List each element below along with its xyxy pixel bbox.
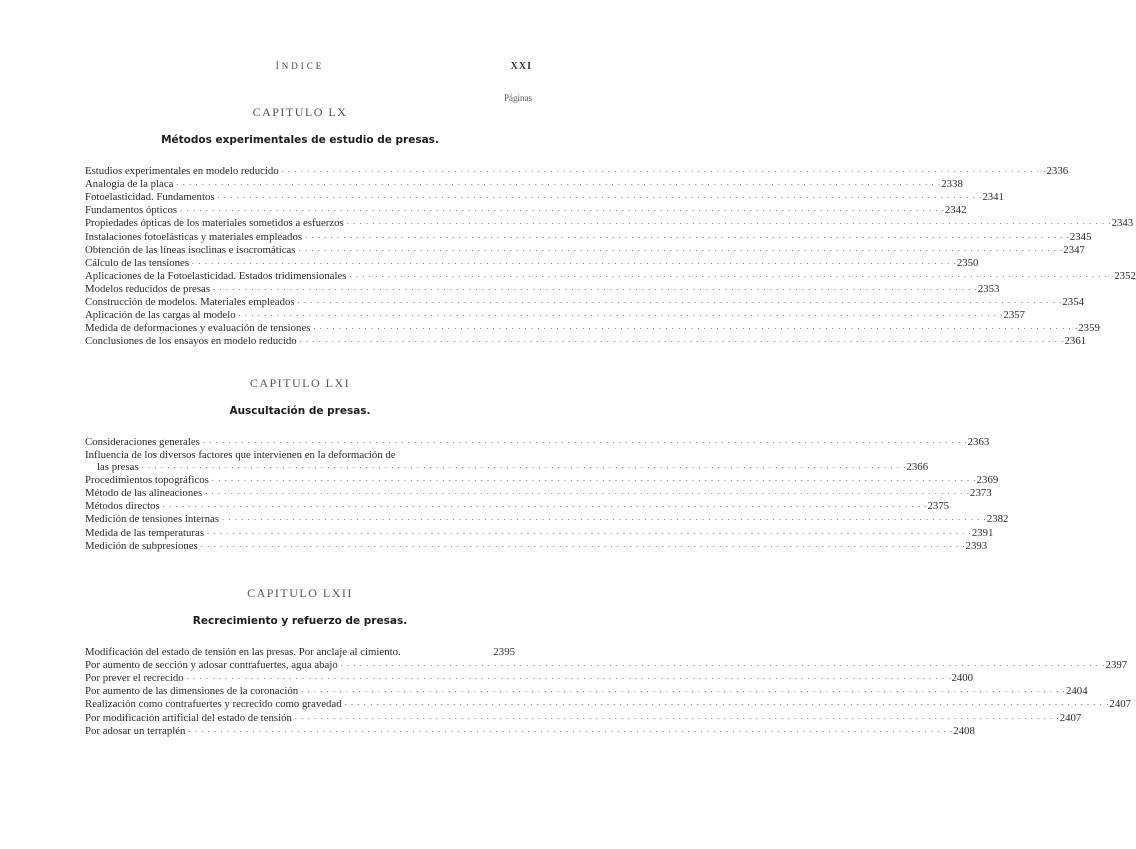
- toc-entry-label: Instalaciones fotoelásticas y materiales empleados: [85, 230, 303, 243]
- toc-list: [85, 165, 1136, 348]
- toc-entry-label: Medida de deformaciones y evaluación de tensiones: [85, 322, 311, 335]
- toc-entry-page: 2350: [956, 256, 979, 269]
- dot-leader: . . . . . . . . . . . . . . . . . . . . . . . . . . . . . . . . . . . . . . . . . . . . . . . . . . . . . . . . . . . . . . . . . . . . . . . . . . . . . . . . . . . . . . . . . . . . . . . . . . . . . . . . . . . . . . . . . . . . . . . .: [349, 269, 1115, 279]
- toc-entry-label: Por adosar un terraplén: [85, 724, 186, 737]
- chapter-lxi: [85, 375, 1009, 553]
- chapter-number: CAPITULO LXII: [247, 586, 353, 600]
- toc-entry-label: Aplicaciones de la Fotoelasticidad. Estados tridimensionales: [85, 269, 347, 282]
- toc-list: [85, 646, 1132, 738]
- toc-entry-page: 2345: [1069, 230, 1092, 243]
- dot-leader: . . . . . . . . . . . . . . . . . . . . . . . . . . . . . . . . . . . . . . . . . . . . . . . . . . . . . . . . . . . . . . . . . . . . . . . . . . . . . . . . . . . . . . . . . . . . . . . . . . . . . . . . . . . . . . . . . . . . . . . .: [238, 309, 1004, 319]
- toc-entry: [85, 449, 929, 474]
- dot-leader: . . . . . . . . . . . . . . . . . . . . . . . . . . . . . . . . . . . . . . . . . . . . . . . . . . . . . . . . . . . . . . . . . . . . . . . . . . . . . . . . . . . . . . . . . . . . . . . . . . . . . . . . . . . . . . . . . . . . . . . .: [211, 474, 977, 484]
- toc-entry-label: Medición de tensiones internas: [85, 513, 220, 526]
- dot-leader: . . . . . . . . . . . . . . . . . . . . . . . . . . . . . . . . . . . . . . . . . . . . . . . . . . . . . . . . . . . . . . . . . . . . . . . . . . . . . . . . . . . . . . . . . . . . . . . . . . . . . . . . . . . . . . . . . . . . . . . .: [297, 296, 1063, 306]
- toc-entry: [85, 724, 975, 738]
- running-header: [0, 61, 600, 75]
- toc-entry-page: 2361: [1064, 335, 1087, 348]
- chapter-lxii: [85, 585, 1132, 738]
- toc-entry-label: Procedimientos topográficos: [85, 474, 209, 487]
- toc-entry-label: Fundamentos ópticos: [85, 204, 178, 217]
- toc-entry: [85, 539, 988, 553]
- dot-leader: . . . . . . . . . . . . . . . . . . . . . . . . . . . . . . . . . . . . . . . . . . . . . . . . . . . . . . . . . . . . . . . . . . . . . . . . . . . . . . . . . . . . . . . . . . . . . . . . . . . . . . . . . . . . . . . . . . . . . . . .: [298, 243, 1064, 253]
- toc-entry-page: 2407: [1109, 698, 1132, 711]
- toc-entry-page: 2366: [906, 461, 929, 474]
- toc-entry: [85, 436, 990, 449]
- toc-entry-page: 2354: [1062, 296, 1084, 309]
- toc-entry-label: Métodos directos: [85, 500, 160, 513]
- dot-leader: . . . . . . . . . . . . . . . . . . . . . . . . . . . . . . . . . . . . . . . . . . . . . . . . . . . . . . . . . . . . . . . . . . . . . . . . . . . . . . . . . . . . . . . . . . . . . . . . . . . . . . . . . . . . . . . . . . . . . . . .: [313, 322, 1079, 332]
- dot-leader: . . . . . . . . . . . . . . . . . . . . . . . . . . . . . . . . . . . . . . . . . . . . . . . . . . . . . . . . . . . . . . . . . . . . . . . . . . . . . . . . . . . . . . . . . . . . . . . . . . . . . . . . . . . . . . . . . . . . . . . .: [202, 436, 968, 446]
- dot-leader: . . . . . . . . . . . . . . . . . . . . . . . . . . . . . . . . . . . . . . . . . . . . . . . . . . . . . . . . . . . . . . . . . . . . . . . . . . . . . . . . . . . . . . . . . . . . . . . . . . . . . . . . . . . . . . . . . . . . . . . .: [301, 685, 1066, 695]
- toc-entry-page: 2357: [1003, 309, 1026, 322]
- toc-entry-page: 2342: [944, 204, 967, 217]
- toc-entry-page: 2343: [1111, 217, 1134, 230]
- chapter-title: Auscultación de presas.: [229, 405, 371, 417]
- toc-entry-label: Analogía de la placa: [85, 178, 174, 191]
- toc-entry-label: Estudios experimentales en modelo reducido: [85, 165, 279, 178]
- dot-leader: . . . . . . . . . . . . . . . . . . . . . . . . . . . . . . . . . . . . . . . . . . . . . . . . . . . . . . . . . . . . . . . . . . . . . . . . . . . . . . . . . . . . . . . . . . . . . . . . . . . . . . . . . . . . . . . . . . . . . . . .: [205, 487, 971, 497]
- toc-list: [85, 436, 1009, 553]
- dot-leader: . . . . . . . . . . . . . . . . . . . . . . . . . . . . . . . . . . . . . . . . . . . . . . . . . . . . . . . . . . . . . . . . . . . . . . . . . . . . . . . . . . . . . . . . . . . . . . . . . . . . . . . . . . . . . . . . . . . . . . . .: [207, 526, 972, 536]
- dot-leader: . . . . . . . . . . . . . . . . . . . . . . . . . . . . . . . . . . . . . . . . . . . . . . . . . . . . . . . . . . . . . . . . . . . . . . . . . . . . . . . . . . . . . . . . . . . . . . . . . . . . . . . . . . . . . . . . . . . . . . . .: [162, 500, 928, 510]
- running-title: ÍNDICE: [275, 61, 325, 71]
- dot-leader: . . . . . . . . . . . . . . . . . . . . . . . . . . . . . . . . . . . . . . . . . . . . . . . . . . . . . . . . . . . . . . . . . . . . . . . . . . . . . . . . . . . . . . . . . . . . . . . . . . . . . . . . . . . . . . . . . . . . . . . .: [176, 178, 942, 188]
- toc-entry-page: 2375: [927, 500, 950, 513]
- toc-entry-page: 2408: [953, 724, 975, 737]
- toc-entry-page: 2352: [1114, 269, 1136, 282]
- dot-leader: . . . . . . . . . . . . . . . . . . . . . . . . . . . . . . . . . . . . . . . . . . . . . . . . . . . . . . . . . . . . . . . . . . . . . . . . . . . . . . . . . . . . . . . . . . . . . . . . . . . . . . . . . . . . . . . . . . . . . . . .: [344, 698, 1110, 708]
- toc-entry-label: Aplicación de las cargas al modelo: [85, 309, 236, 322]
- toc-entry-page: 2369: [976, 474, 999, 487]
- toc-entry-label: las presas: [97, 461, 139, 474]
- toc-entry-page: 2359: [1078, 322, 1100, 335]
- toc-entry: [85, 335, 1087, 348]
- dot-leader: . . . . . . . . . . . . . . . . . . . . . . . . . . . . . . . . . . . . . . . . . . . . . . . . . . . . . . . . . . . . . . . . . . . . . . . . . . . . . . . . . . . . . . . . . . . . . . . . . . . . . . . . . . . . . . . . . . . . . . . .: [186, 672, 952, 682]
- dot-leader: . . . . . . . . . . . . . . . . . . . . . . . . . . . . . . . . . . . . . . . . . . . . . . . . . . . . . . . . . . . . . . . . . . . . . . . . . . . . . . . . . . . . . . . . . . . . . . . . . . . . . . . . . . . . . . . . . . . . . . . .: [180, 204, 945, 214]
- toc-entry-label: Por modificación artificial del estado de tensión: [85, 711, 292, 724]
- chapter-lx: [85, 104, 1136, 348]
- dot-leader: . . . . . . . . . . . . . . . . . . . . . . . . . . . . . . . . . . . . . . . . . . . . . . . . . . . . . . . . . . . . . . . . . . . . . . . . . . . . . . . . . . . . . . . . . . . . . . . . . . . . . . . . . . . . . . . . . . . . . . . .: [213, 282, 978, 292]
- dot-leader: . . . . . . . . . . . . . . . . . . . . . . . . . . . . . . . . . . . . . . . . . . . . . . . . . . . . . . . . . . . . . . . . . . . . . . . . . . . . . . . . . . . . . . . . . . . . . . . . . . . . . . . . . . . . . . . . . . . . . . . .: [281, 165, 1047, 175]
- toc-entry-label: Conclusiones de los ensayos en modelo reducido: [85, 335, 297, 348]
- dot-leader: . . . . . . . . . . . . . . . . . . . . . . . . . . . . . . . . . . . . . . . . . . . . . . . . . . . . . . . . . . . . . . . . . . . . . . . . . . . . . . . . . . . . . . . . . . . . . . . . . . . . . . . . . . . . . . . . . . . . . . . .: [192, 256, 957, 266]
- toc-entry-label: Medición de subpresiones: [85, 539, 198, 552]
- chapter-title: Recrecimiento y refuerzo de presas.: [192, 615, 408, 627]
- toc-entry-label: Método de las alineaciones: [85, 487, 203, 500]
- toc-entry-label: Por prever el recrecido: [85, 672, 184, 685]
- toc-entry-page: 2336: [1046, 165, 1069, 178]
- toc-entry-page: 2347: [1063, 243, 1085, 256]
- toc-entry-label: Obtención de las líneas isoclinas e isocromáticas: [85, 243, 296, 256]
- dot-leader: . . . . . . . . . . . . . . . . . . . . . . . . . . . . . . . . . . . . . . . . . . . . . . . . . . . . . . . . . . . . . . . . . . . . . . . . . . . . . . . . . . . . . . . . . . . . . . . . . . . . . . . . . . . . . . . . . . . . . . . .: [305, 230, 1070, 240]
- toc-entry-label: Construcción de modelos. Materiales empleados: [85, 296, 295, 309]
- toc-entry-page: 2391: [971, 526, 994, 539]
- toc-entry-page: 2400: [951, 672, 974, 685]
- toc-entry-page: 2407: [1059, 711, 1082, 724]
- toc-entry-page: 2382: [986, 513, 1009, 526]
- paginas-label: Páginas: [504, 93, 532, 103]
- chapter-number: CAPITULO LXI: [249, 376, 351, 390]
- toc-entry-page: 2338: [941, 178, 963, 191]
- toc-entry-page: 2353: [977, 282, 1000, 295]
- toc-entry-page: 2363: [967, 436, 990, 449]
- toc-entry-label: Modelos reducidos de presas: [85, 282, 211, 295]
- toc-entry-label: Consideraciones generales: [85, 436, 200, 449]
- toc-entry-label: Medida de las temperaturas: [85, 526, 205, 539]
- toc-entry-label: Modificación del estado de tensión en las presas. Por anclaje al cimiento.: [85, 646, 401, 659]
- dot-leader: . . . . . . . . . . . . . . . . . . . . . . . . . . . . . . . . . . . . . . . . . . . . . . . . . . . . . . . . . . . . . . . . . . . . . . . . . . . . . . . . . . . . . . . . . . . . . . . . . . . . . . . . . . . . . . . . . . . . . . . .: [200, 539, 966, 549]
- toc-entry-label: Propiedades ópticas de los materiales sometidos a esfuerzos: [85, 217, 344, 230]
- toc-entry-page: 2397: [1105, 659, 1128, 672]
- dot-leader: . . . . . . . . . . . . . . . . . . . . . . . . . . . . . . . . . . . . . . . . . . . . . . . . . . . . . . . . . . . . . . . . . . . . . . . . . . . . . . . . . . . . . . . . . . . . . . . . . . . . . . . . . . . . . . . . . . . . . . . .: [188, 724, 954, 734]
- toc-entry-label: Fotoelasticidad. Fundamentos: [85, 191, 215, 204]
- dot-leader: . . . . . . . . . . . . . . . . . . . . . . . . . . . . . . . . . . . . . . . . . . . . . . . . . . . . . . . . . . . . . . . . . . . . . . . . . . . . . . . . . . . . . . . . . . . . . . . . . . . . . . . . . . . . . . . . . . . . . . . .: [222, 513, 987, 523]
- chapter-title: Métodos experimentales de estudio de presas.: [161, 134, 439, 146]
- dot-leader: . . . . . . . . . . . . . . . . . . . . . . . . . . . . . . . . . . . . . . . . . . . . . . . . . . . . . . . . . . . . . . . . . . . . . . . . . . . . . . . . . . . . . . . . . . . . . . . . . . . . . . . . . . . . . . . . . . . . . . . .: [299, 335, 1065, 345]
- toc-entry-page: 2395: [493, 646, 515, 659]
- dot-leader: . . . . . . . . . . . . . . . . . . . . . . . . . . . . . . . . . . . . . . . . . . . . . . . . . . . . . . . . . . . . . . . . . . . . . . . . . . . . . . . . . . . . . . . . . . . . . . . . . . . . . . . . . . . . . . . . . . . . . . . .: [217, 191, 983, 201]
- toc-entry-page: 2393: [965, 539, 988, 552]
- toc-entry-label: Cálculo de las tensiones: [85, 256, 190, 269]
- toc-entry-label-line1: Influencia de los diversos factores que intervienen en la deformación de: [85, 449, 396, 462]
- dot-leader: . . . . . . . . . . . . . . . . . . . . . . . . . . . . . . . . . . . . . . . . . . . . . . . . . . . . . . . . . . . . . . . . . . . . . . . . . . . . . . . . . . . . . . . . . . . . . . . . . . . . . . . . . . . . . . . . . . . . . . . .: [346, 217, 1112, 227]
- toc-entry-label: Realización como contrafuertes y recrecido como gravedad: [85, 698, 342, 711]
- dot-leader: . . . . . . . . . . . . . . . . . . . . . . . . . . . . . . . . . . . . . . . . . . . . . . . . . . . . . . . . . . . . . . . . . . . . . . . . . . . . . . . . . . . . . . . . . . . . . . . . . . . . . . . . . . . . . . . . . . . . . . . .: [141, 461, 907, 471]
- chapter-number: CAPITULO LX: [252, 105, 348, 119]
- page-number: XXI: [510, 61, 532, 72]
- toc-entry-page: 2404: [1066, 685, 1088, 698]
- toc-entry-page: 2373: [970, 487, 992, 500]
- toc-entry-label: Por aumento de sección y adosar contrafuertes, agua abajo: [85, 659, 338, 672]
- toc-entry-label: Por aumento de las dimensiones de la coronación: [85, 685, 299, 698]
- toc-entry-page: 2341: [982, 191, 1004, 204]
- dot-leader: . . . . . . . . . . . . . . . . . . . . . . . . . . . . . . . . . . . . . . . . . . . . . . . . . . . . . . . . . . . . . . . . . . . . . . . . . . . . . . . . . . . . . . . . . . . . . . . . . . . . . . . . . . . . . . . . . . . . . . . .: [340, 659, 1106, 669]
- dot-leader: . . . . . . . . . . . . . . . . . . . . . . . . . . . . . . . . . . . . . . . . . . . . . . . . . . . . . . . . . . . . . . . . . . . . . . . . . . . . . . . . . . . . . . . . . . . . . . . . . . . . . . . . . . . . . . . . . . . . . . . .: [294, 711, 1060, 721]
